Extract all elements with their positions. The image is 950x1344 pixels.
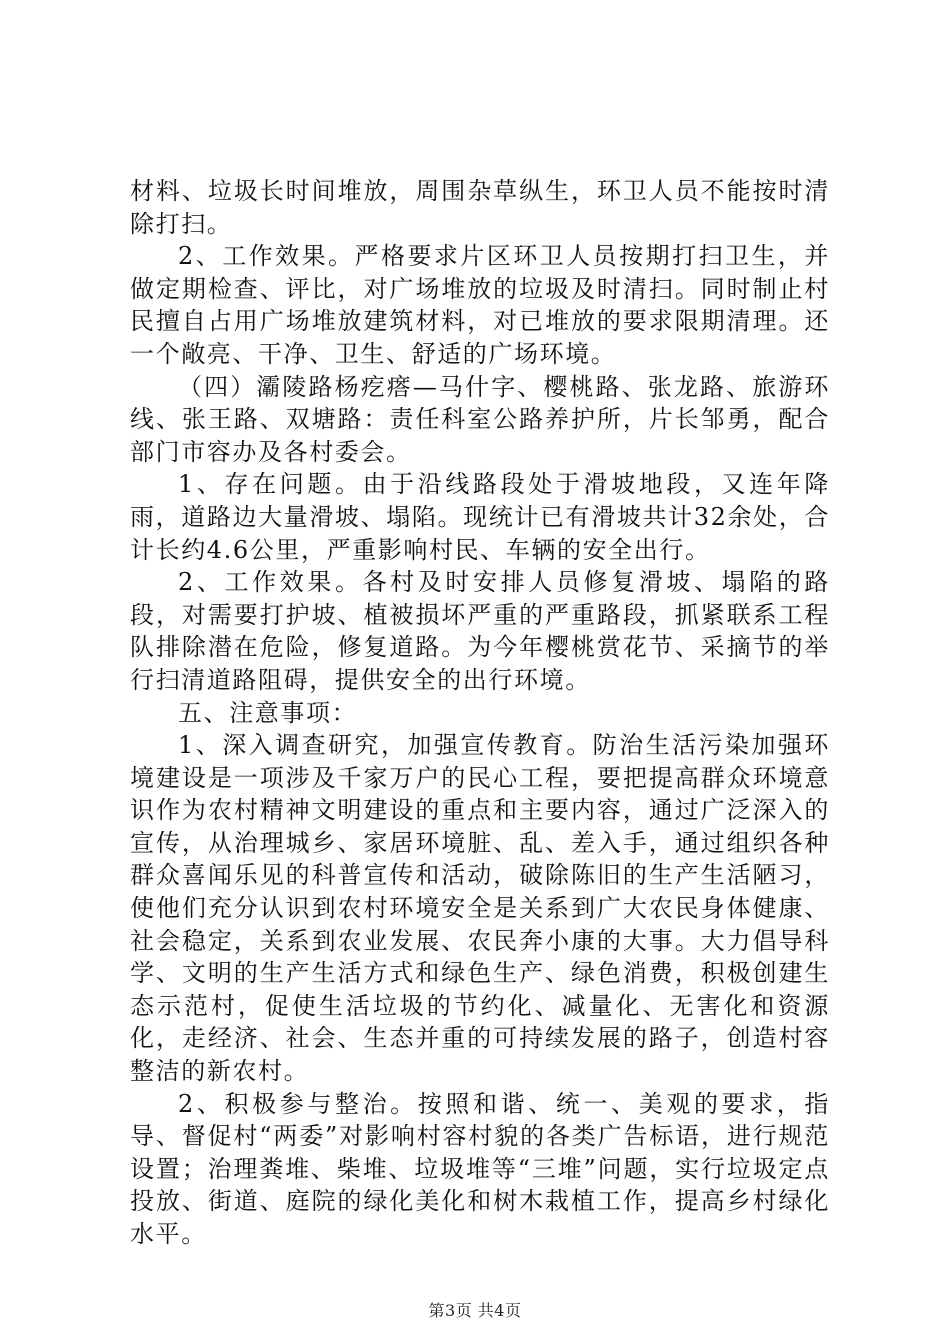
document-body: [130, 175, 830, 1251]
paragraph-participate-rectify: 2、积极参与整治。按照和谐、统一、美观的要求，指导、督促村“两委”对影响村容村貌的各类广告标语，进行规范设置；治理粪堆、柴堆、垃圾堆等“三堆”问题，实行垃圾定点投放、街道、庭院的绿化美化和树木栽植工作，提高乡村绿化水平。: [130, 1089, 830, 1248]
page-footer: [0, 1298, 950, 1321]
page-number-label: 第3页 共4页: [428, 1301, 522, 1320]
paragraph-heading-notes: 五、注意事项：: [178, 698, 358, 727]
paragraph-work-result-square: 2、工作效果。严格要求片区环卫人员按期打扫卫生，并做定期检查、评比，对广场堆放的垃圾及时清扫。同时制止村民擅自占用广场堆放建筑材料，对已堆放的要求限期清理。还一个敞亮、干净、卫生、舒适的广场环境。: [130, 242, 830, 368]
paragraph-research-education: 1、深入调查研究，加强宣传教育。防治生活污染加强环境建设是一项涉及千家万户的民心工程，要把提高群众环境意识作为农村精神文明建设的重点和主要内容，通过广泛深入的宣传，从治理城乡、家居环境脏、乱、差入手，通过组织各种群众喜闻乐见的科普宣传和活动，破除陈旧的生产生活陋习，使他们充分认识到农村环境安全是关系到广大农民身体健康、社会稳定，关系到农业发展、农民奔小康的大事。大力倡导科学、文明的生产生活方式和绿色生产、绿色消费，积极创建生态示范村，促使生活垃圾的节约化、减量化、无害化和资源化，走经济、社会、生态并重的可持续发展的路子，创造村容整洁的新农村。: [130, 731, 830, 1086]
paragraph-continuation: 材料、垃圾长时间堆放，周围杂草纵生，环卫人员不能按时清除打扫。: [130, 177, 830, 238]
paragraph-existing-problems: 1、存在问题。由于沿线路段处于滑坡地段，又连年降雨，道路边大量滑坡、塌陷。现统计已有滑坡共计32余处，合计长约4.6公里，严重影响村民、车辆的安全出行。: [130, 470, 830, 564]
paragraph-section-four-roads: （四）灞陵路杨疙瘩—马什字、樱桃路、张龙路、旅游环线、张王路、双塘路：责任科室公路养护所，片长邹勇，配合部门市容办及各村委会。: [130, 372, 830, 466]
paragraph-work-result-roads: 2、工作效果。各村及时安排人员修复滑坡、塌陷的路段，对需要打护坡、植被损坏严重的严重路段，抓紧联系工程队排除潜在危险，修复道路。为今年樱桃赏花节、采摘节的举行扫清道路阻碍，提供安全的出行环境。: [130, 568, 830, 694]
